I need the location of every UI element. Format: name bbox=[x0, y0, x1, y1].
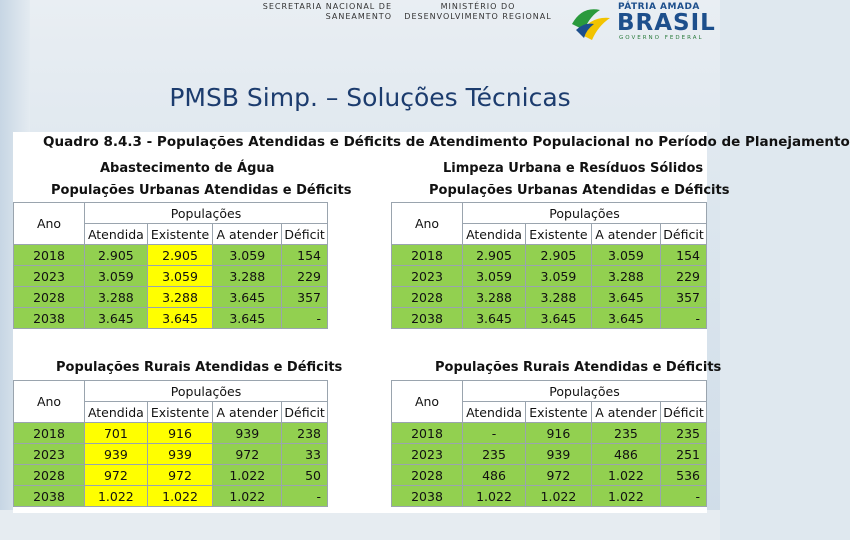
existente-header: Existente bbox=[526, 402, 592, 423]
bottom-strip bbox=[0, 510, 720, 540]
secretaria-line1: SECRETARIA NACIONAL DE bbox=[262, 2, 392, 11]
year-cell: 2023 bbox=[392, 266, 463, 287]
value-cell: 154 bbox=[661, 245, 707, 266]
value-cell: 3.288 bbox=[147, 287, 213, 308]
populacoes-header: Populações bbox=[85, 203, 328, 224]
slide-title: PMSB Simp. – Soluções Técnicas bbox=[169, 83, 571, 112]
year-cell: 2023 bbox=[392, 444, 463, 465]
year-cell: 2038 bbox=[392, 308, 463, 329]
value-cell: 701 bbox=[85, 423, 148, 444]
atendida-header: Atendida bbox=[85, 224, 148, 245]
value-cell: 3.645 bbox=[213, 308, 282, 329]
value-cell: 972 bbox=[213, 444, 282, 465]
value-cell: 3.288 bbox=[526, 287, 592, 308]
a-atender-header: A atender bbox=[213, 402, 282, 423]
ano-header: Ano bbox=[392, 381, 463, 423]
patria-amada-brasil-logo bbox=[566, 0, 716, 46]
table-row bbox=[392, 245, 707, 266]
table-row bbox=[392, 308, 707, 329]
value-cell: 33 bbox=[282, 444, 328, 465]
table-row bbox=[14, 444, 328, 465]
value-cell: 3.645 bbox=[526, 308, 592, 329]
value-cell: 3.288 bbox=[213, 266, 282, 287]
populacoes-header: Populações bbox=[85, 381, 328, 402]
value-cell: 972 bbox=[526, 465, 592, 486]
quadro-title: Quadro 8.4.3 - Populações Atendidas e Déficits de Atendimento Populacional no Período de Planejamento bbox=[43, 134, 850, 150]
value-cell: 1.022 bbox=[213, 486, 282, 507]
value-cell: 916 bbox=[147, 423, 213, 444]
value-cell: 536 bbox=[661, 465, 707, 486]
value-cell: 2.905 bbox=[463, 245, 526, 266]
ministerio-line1: MINISTÉRIO DO bbox=[440, 2, 516, 11]
a-atender-header: A atender bbox=[213, 224, 282, 245]
year-cell: 2028 bbox=[14, 465, 85, 486]
table-row bbox=[392, 486, 707, 507]
secretaria-header bbox=[262, 2, 392, 22]
existente-header: Existente bbox=[526, 224, 592, 245]
table-row bbox=[392, 465, 707, 486]
value-cell: 50 bbox=[282, 465, 328, 486]
logo-line1: PÁTRIA AMADA bbox=[618, 2, 700, 12]
table-row bbox=[14, 465, 328, 486]
table-row bbox=[14, 245, 328, 266]
logo-line3: GOVERNO FEDERAL bbox=[619, 35, 704, 41]
existente-header: Existente bbox=[147, 402, 213, 423]
a-atender-header: A atender bbox=[591, 402, 660, 423]
value-cell: 972 bbox=[147, 465, 213, 486]
deficit-header: Déficit bbox=[661, 402, 707, 423]
value-cell: 486 bbox=[591, 444, 660, 465]
value-cell: 916 bbox=[526, 423, 592, 444]
value-cell: 2.905 bbox=[85, 245, 148, 266]
value-cell: 3.288 bbox=[85, 287, 148, 308]
year-cell: 2018 bbox=[14, 423, 85, 444]
ministerio-header bbox=[398, 2, 558, 22]
urban-water-table bbox=[13, 202, 328, 329]
urban-caption-right: Populações Urbanas Atendidas e Déficits bbox=[429, 183, 730, 198]
value-cell: 486 bbox=[463, 465, 526, 486]
value-cell: 939 bbox=[147, 444, 213, 465]
table-row bbox=[392, 287, 707, 308]
table-row bbox=[392, 444, 707, 465]
value-cell: 235 bbox=[463, 444, 526, 465]
table-row bbox=[392, 266, 707, 287]
deficit-header: Déficit bbox=[661, 224, 707, 245]
value-cell: 235 bbox=[591, 423, 660, 444]
rural-caption-left: Populações Rurais Atendidas e Déficits bbox=[56, 360, 343, 375]
year-cell: 2018 bbox=[14, 245, 85, 266]
value-cell: 154 bbox=[282, 245, 328, 266]
deficit-header: Déficit bbox=[282, 402, 328, 423]
value-cell: 3.645 bbox=[147, 308, 213, 329]
year-cell: 2038 bbox=[14, 486, 85, 507]
year-cell: 2028 bbox=[392, 287, 463, 308]
value-cell: 229 bbox=[282, 266, 328, 287]
existente-header: Existente bbox=[147, 224, 213, 245]
value-cell: 3.059 bbox=[591, 245, 660, 266]
year-cell: 2038 bbox=[392, 486, 463, 507]
ministerio-line2: DESENVOLVIMENTO REGIONAL bbox=[404, 12, 552, 21]
value-cell: 3.059 bbox=[85, 266, 148, 287]
section-limpeza: Limpeza Urbana e Resíduos Sólidos bbox=[443, 161, 704, 176]
value-cell: 3.059 bbox=[213, 245, 282, 266]
value-cell: 3.645 bbox=[591, 287, 660, 308]
value-cell: 1.022 bbox=[147, 486, 213, 507]
value-cell: 3.645 bbox=[591, 308, 660, 329]
value-cell: 939 bbox=[213, 423, 282, 444]
urban-waste-table bbox=[391, 202, 707, 329]
value-cell: 3.288 bbox=[591, 266, 660, 287]
value-cell: 3.059 bbox=[463, 266, 526, 287]
value-cell: 3.645 bbox=[213, 287, 282, 308]
value-cell: 357 bbox=[282, 287, 328, 308]
value-cell: - bbox=[661, 308, 707, 329]
value-cell: 357 bbox=[661, 287, 707, 308]
rural-waste-table bbox=[391, 380, 707, 507]
value-cell: - bbox=[282, 486, 328, 507]
value-cell: 251 bbox=[661, 444, 707, 465]
section-abastecimento: Abastecimento de Água bbox=[100, 161, 275, 176]
value-cell: - bbox=[282, 308, 328, 329]
brazil-flag-icon bbox=[570, 4, 612, 42]
value-cell: 2.905 bbox=[526, 245, 592, 266]
value-cell: 2.905 bbox=[147, 245, 213, 266]
value-cell: - bbox=[463, 423, 526, 444]
year-cell: 2028 bbox=[392, 465, 463, 486]
value-cell: 3.059 bbox=[147, 266, 213, 287]
year-cell: 2028 bbox=[14, 287, 85, 308]
table-row bbox=[14, 423, 328, 444]
value-cell: 972 bbox=[85, 465, 148, 486]
rural-water-table bbox=[13, 380, 328, 507]
table-row bbox=[14, 308, 328, 329]
ano-header: Ano bbox=[392, 203, 463, 245]
value-cell: 3.288 bbox=[463, 287, 526, 308]
value-cell: 3.059 bbox=[526, 266, 592, 287]
table-row bbox=[392, 423, 707, 444]
ano-header: Ano bbox=[14, 381, 85, 423]
value-cell: 229 bbox=[661, 266, 707, 287]
year-cell: 2038 bbox=[14, 308, 85, 329]
value-cell: 3.645 bbox=[85, 308, 148, 329]
value-cell: 1.022 bbox=[591, 465, 660, 486]
value-cell: 1.022 bbox=[213, 465, 282, 486]
value-cell: 238 bbox=[282, 423, 328, 444]
value-cell: 939 bbox=[85, 444, 148, 465]
secretaria-line2: SANEAMENTO bbox=[325, 12, 392, 21]
value-cell: 1.022 bbox=[463, 486, 526, 507]
table-row bbox=[14, 486, 328, 507]
atendida-header: Atendida bbox=[463, 224, 526, 245]
value-cell: 235 bbox=[661, 423, 707, 444]
logo-line2: BRASIL bbox=[617, 10, 716, 36]
year-cell: 2018 bbox=[392, 245, 463, 266]
a-atender-header: A atender bbox=[591, 224, 660, 245]
atendida-header: Atendida bbox=[463, 402, 526, 423]
rural-caption-right: Populações Rurais Atendidas e Déficits bbox=[435, 360, 722, 375]
value-cell: - bbox=[661, 486, 707, 507]
value-cell: 1.022 bbox=[85, 486, 148, 507]
table-row bbox=[14, 266, 328, 287]
table-row bbox=[14, 287, 328, 308]
urban-caption-left: Populações Urbanas Atendidas e Déficits bbox=[51, 183, 352, 198]
populacoes-header: Populações bbox=[463, 203, 707, 224]
populacoes-header: Populações bbox=[463, 381, 707, 402]
year-cell: 2023 bbox=[14, 266, 85, 287]
atendida-header: Atendida bbox=[85, 402, 148, 423]
value-cell: 3.645 bbox=[463, 308, 526, 329]
value-cell: 939 bbox=[526, 444, 592, 465]
year-cell: 2018 bbox=[392, 423, 463, 444]
value-cell: 1.022 bbox=[591, 486, 660, 507]
deficit-header: Déficit bbox=[282, 224, 328, 245]
ano-header: Ano bbox=[14, 203, 85, 245]
value-cell: 1.022 bbox=[526, 486, 592, 507]
year-cell: 2023 bbox=[14, 444, 85, 465]
